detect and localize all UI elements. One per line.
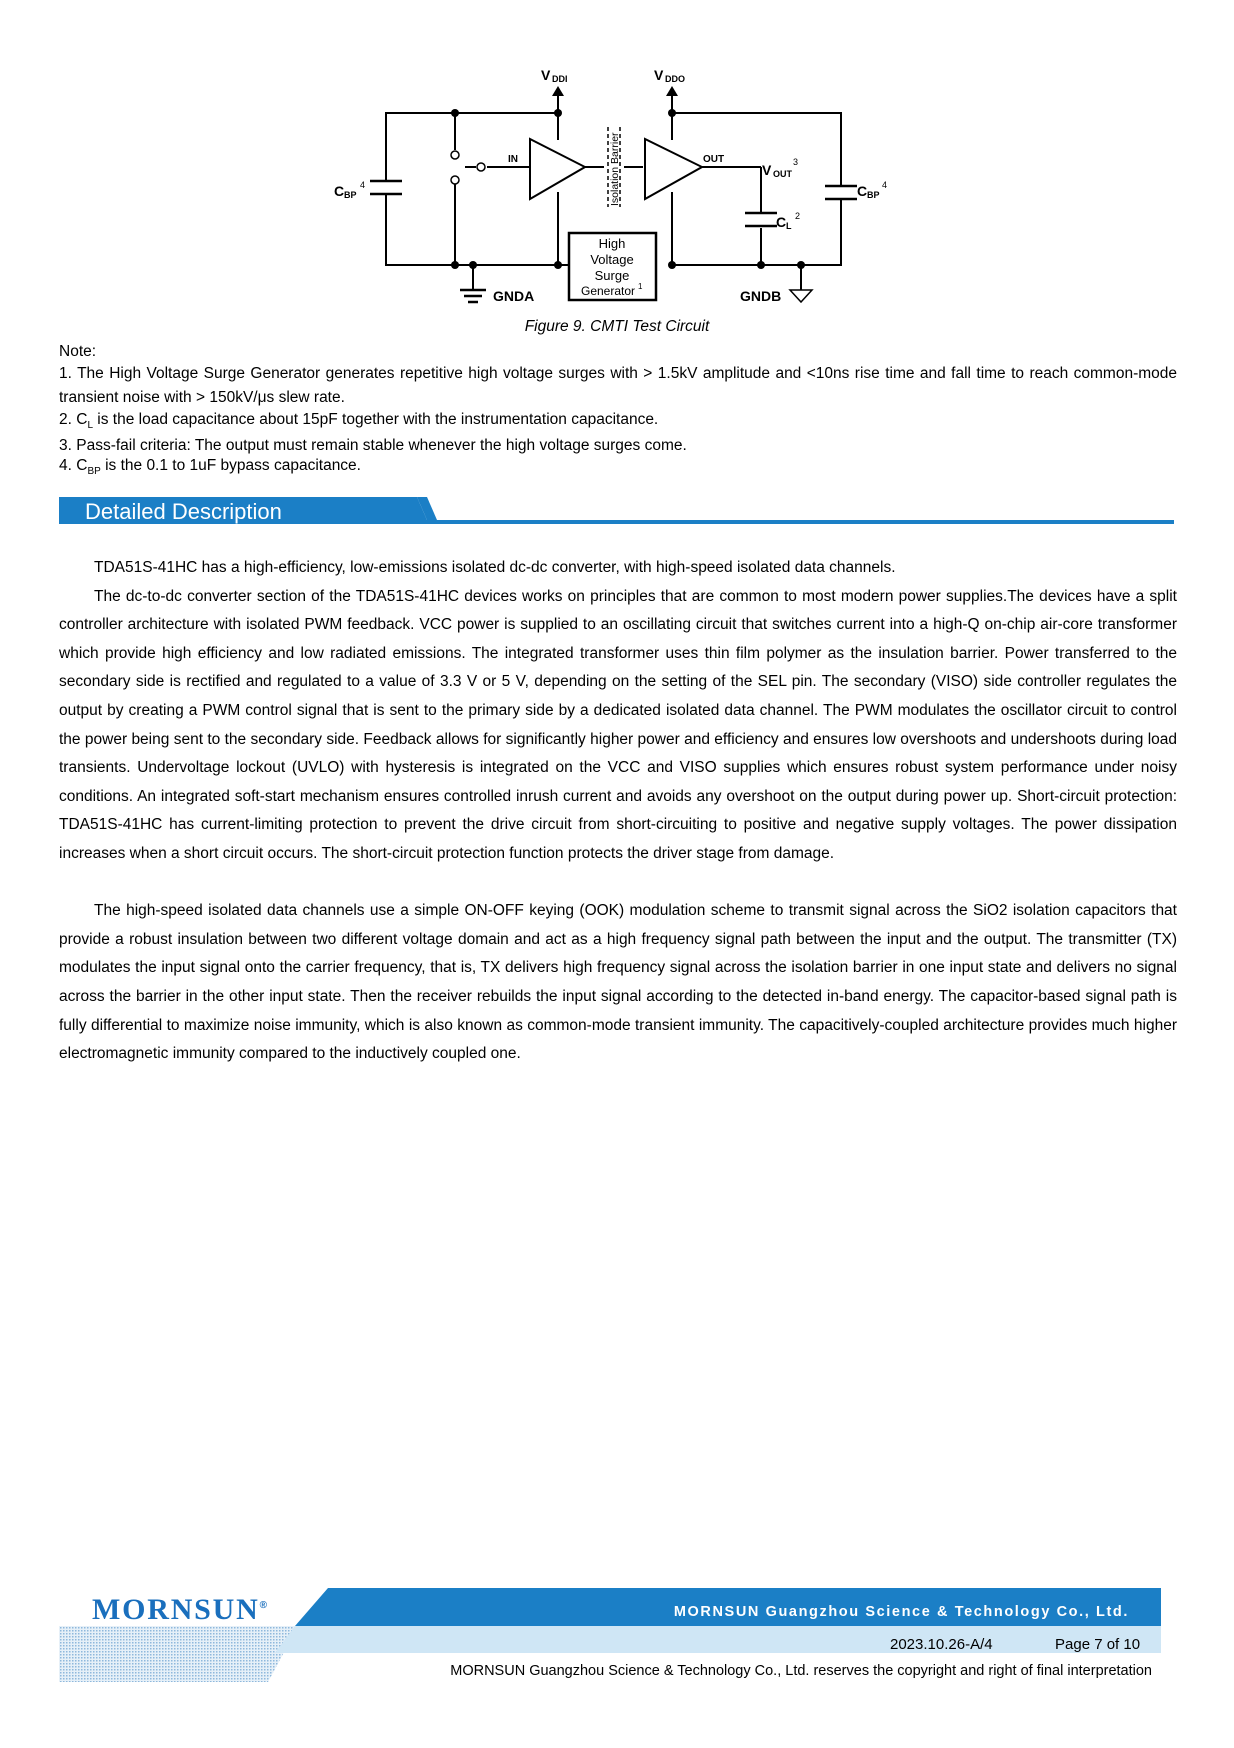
cbp-right-capacitor-icon [825, 186, 857, 199]
svg-text:Surge: Surge [594, 268, 630, 283]
svg-text:IN: IN [508, 154, 518, 165]
svg-text:OUT: OUT [703, 154, 725, 165]
vddo-arrow-icon [666, 86, 678, 96]
footer-page-number: Page 7 of 10 [1055, 1636, 1141, 1653]
paragraph-1: TDA51S-41HC has a high-efficiency, low-emissions isolated dc-dc converter, with high-speed isolated data channels. [94, 559, 896, 576]
cmti-test-circuit [0, 0, 1234, 318]
svg-text:BP: BP [867, 190, 880, 200]
gndb-ground-icon [790, 290, 812, 302]
notes-title: Note: [59, 343, 97, 360]
svg-text:L: L [786, 221, 792, 231]
svg-text:Isolation Barrier: Isolation Barrier [609, 132, 621, 206]
gnda-ground-icon [460, 290, 486, 302]
svg-text:V: V [541, 67, 551, 83]
figure-caption: Figure 9. CMTI Test Circuit [524, 318, 710, 335]
svg-text:BP: BP [344, 190, 357, 200]
vddi-arrow-icon [552, 86, 564, 96]
svg-text:Voltage: Voltage [590, 252, 634, 267]
svg-text:V: V [654, 67, 664, 83]
svg-text:GNDA: GNDA [493, 288, 535, 304]
footer-company: MORNSUN Guangzhou Science & Technology Co., Ltd. [673, 1604, 1129, 1620]
svg-text:DDO: DDO [665, 74, 685, 84]
footer-date: 2023.10.26-A/4 [890, 1636, 993, 1653]
svg-text:DDI: DDI [552, 74, 568, 84]
svg-text:2: 2 [795, 211, 801, 221]
note-item-1: 1. The High Voltage Surge Generator generates repetitive high voltage surges with > 1.5kV amplitude and <10ns rise time and fall time to reach common-mode transient noise with > 150kV/μs slew rate. [59, 365, 1177, 406]
svg-text:OUT: OUT [773, 169, 792, 179]
svg-text:GNDB: GNDB [740, 288, 782, 304]
footer-copyright: MORNSUN Guangzhou Science & Technology Co., Ltd. reserves the copyright and right of final interpretation [450, 1663, 1152, 1679]
svg-text:1: 1 [638, 282, 643, 291]
svg-text:4: 4 [360, 180, 366, 190]
note-item-2: 2. $C_L$ is the load capacitance about 15pF together with the instrumentation capacitance. [59, 411, 659, 432]
section-title: Detailed Description [85, 499, 282, 524]
note-item-3: 3. Pass-fail criteria: The output must remain stable whenever the high voltage surges come. [59, 437, 687, 455]
output-buffer-icon [645, 139, 702, 199]
svg-text:4: 4 [882, 180, 888, 190]
cl-capacitor-icon [745, 213, 777, 226]
note-item-4: 4. $C_{BP}$ is the 0.1 to 1uF bypass capacitance. [59, 457, 361, 478]
section-header [59, 497, 1174, 527]
detailed-description-body [59, 554, 1177, 1069]
svg-text:High: High [598, 236, 626, 251]
input-buffer-icon [530, 139, 585, 199]
mornsun-logo: MORNSUN® [92, 1593, 267, 1626]
svg-text:V: V [762, 162, 772, 178]
svg-text:C: C [334, 183, 345, 199]
svg-text:Generator: Generator [580, 284, 636, 298]
paragraph-2: The dc-to-dc converter section of the TDA51S-41HC devices works on principles that are common to most modern power supplies.The devices have a split controller architecture with isolated PWM feedback. VCC power is supplied to an oscillating circuit that switches current into a high-Q on-chip air-core transformer which provide high efficiency and low radiated emissions. The integrated transformer uses thin film polymer as the insulation barrier. Power transferred to the secondary side is rectified and regulated to a value of 3.3 V or 5 V, depending on the setting of the SEL pin. The secondary (VISO) side controller regulates the output by creating a PWM control signal that is sent to the primary side by a dedicated isolated data channel. The PWM modulates the oscillator circuit to control the power being sent to the secondary side. Feedback allows for significantly higher power and efficiency and ensures low overshoots and undershoots during load transients. Undervoltage lockout (UVLO) with hysteresis is integrated on the VCC and VISO supplies which ensures robust system performance under noisy conditions. An integrated soft-start mechanism ensures controlled inrush current and avoids any overshoot on the output during power up. Short-circuit protection: TDA51S-41HC has current-limiting protection to prevent the drive circuit from short-circuiting to positive and negative supply voltages. The power dissipation increases when a short circuit occurs. The short-circuit protection function protects the driver stage from damage. [59, 587, 1177, 862]
cbp-left-capacitor-icon [370, 181, 402, 194]
paragraph-3: The high-speed isolated data channels use a simple ON-OFF keying (OOK) modulation scheme to transmit signal across the SiO2 isolation capacitors that provide a robust insulation between two different voltage domain and act as a high frequency signal path between the input and the output. The transmitter (TX) modulates the input signal onto the carrier frequency, that is, TX delivers high frequency signal across the isolation barrier in one input state and delivers no signal across the barrier in the other input state. Then the receiver rebuilds the input signal according to the detected in-band energy. The capacitor-based signal path is fully differential to maximize noise immunity, which is also known as common-mode transient immunity. The capacitively-coupled architecture provides much higher electromagnetic immunity compared to the inductively coupled one. [59, 902, 1177, 1063]
notes [59, 342, 1177, 482]
surge-generator [569, 233, 656, 300]
svg-text:C: C [776, 214, 787, 230]
isolation-barrier [608, 127, 621, 207]
svg-text:C: C [857, 183, 868, 199]
svg-text:3: 3 [793, 157, 799, 167]
